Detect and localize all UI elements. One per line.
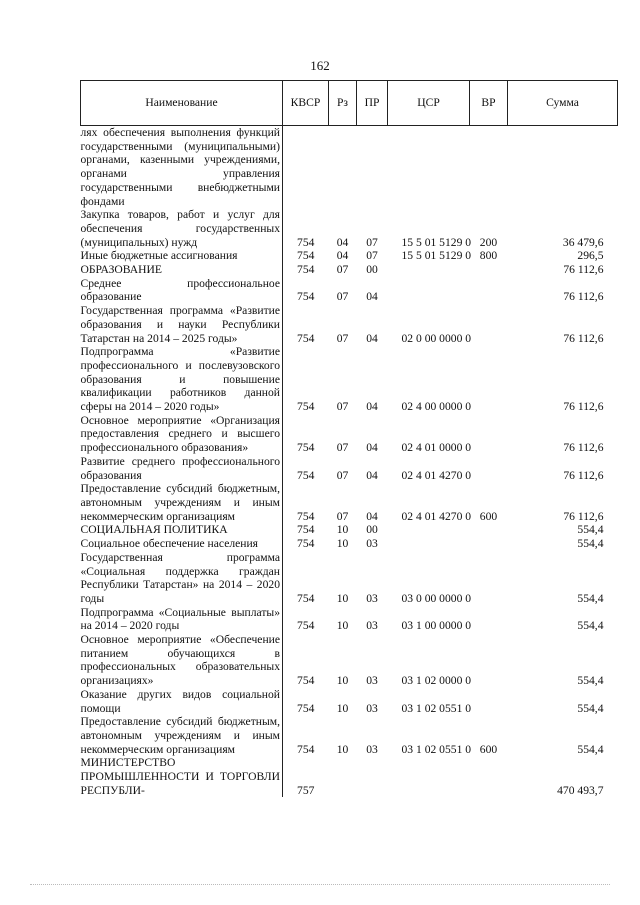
- cell-pr: 04: [366, 441, 378, 455]
- cell-csr: 15 5 01 5129 0: [401, 249, 472, 263]
- cell-name: лях обеспечения выполнения функций государственными (муниципальными) органами, казенными учреждениями, органами управления государственными внебюджетными фондами: [81, 126, 283, 209]
- cell-csr: [388, 277, 470, 304]
- cell-pr: 03: [366, 591, 378, 605]
- cell-csr: [388, 523, 470, 537]
- header-rz: Рз: [329, 81, 357, 126]
- cell-csr: 03 1 02 0551 0: [401, 701, 472, 715]
- cell-rz: 04: [336, 249, 349, 263]
- cell-pr: [357, 126, 388, 209]
- cell-pr: 03: [366, 742, 378, 756]
- table-row: [81, 551, 618, 606]
- cell-csr: 15 5 01 5129 0: [401, 235, 472, 249]
- table-row: [81, 263, 618, 277]
- cell-pr: 04: [366, 290, 378, 304]
- table-row: [81, 249, 618, 263]
- cell-csr: 02 4 00 0000 0: [401, 400, 472, 414]
- cell-pr: 07: [366, 249, 378, 263]
- cell-vr: [470, 633, 508, 688]
- cell-vr: 600: [479, 742, 498, 756]
- budget-table: [80, 80, 618, 797]
- cell-sum: 76 112,6: [563, 509, 604, 523]
- cell-csr: 03 1 02 0551 0: [401, 742, 472, 756]
- cell-kvsr: 754: [297, 441, 315, 455]
- cell-sum: 76 112,6: [563, 290, 604, 304]
- cell-name: Оказание других видов социальной помощи: [81, 688, 283, 715]
- cell-rz: 10: [336, 523, 349, 537]
- cell-vr: 600: [479, 509, 498, 523]
- cell-rz: 07: [336, 331, 349, 345]
- cell-sum: 554,4: [577, 523, 604, 537]
- cell-pr: 04: [366, 400, 378, 414]
- cell-pr: 03: [366, 701, 378, 715]
- table-row: [81, 414, 618, 455]
- cell-sum: 36 479,6: [562, 235, 604, 249]
- cell-rz: 07: [336, 468, 349, 482]
- table-row: [81, 277, 618, 304]
- cell-vr: [470, 688, 508, 715]
- cell-sum: 554,4: [577, 742, 604, 756]
- cell-rz: 04: [336, 235, 349, 249]
- cell-csr: 03 1 02 0000 0: [401, 674, 472, 688]
- cell-kvsr: 754: [297, 509, 315, 523]
- cell-name: Развитие среднего профессионального образования: [81, 455, 283, 482]
- cell-name: Основное мероприятие «Организация предоставления среднего и высшего профессионального образования»: [81, 414, 283, 455]
- cell-pr: 03: [366, 537, 378, 551]
- cell-rz: [329, 756, 357, 797]
- table-row: [81, 345, 618, 414]
- cell-kvsr: 754: [297, 331, 315, 345]
- header-kvsr: КВСР: [283, 81, 329, 126]
- cell-sum: 296,5: [577, 249, 604, 263]
- table-row: [81, 126, 618, 209]
- cell-vr: [470, 523, 508, 537]
- table-row: [81, 523, 618, 537]
- cell-csr: 03 1 00 0000 0: [401, 619, 472, 633]
- cell-rz: 07: [336, 290, 349, 304]
- cell-pr: 07: [366, 235, 378, 249]
- cell-name: Иные бюджетные ассигнования: [81, 249, 283, 263]
- header-pr: ПР: [357, 81, 388, 126]
- cell-sum: 554,4: [577, 619, 604, 633]
- cell-name: МИНИСТЕРСТВО ПРОМЫШЛЕННОСТИ И ТОРГОВЛИ РЕСПУБЛИ-: [81, 756, 283, 797]
- cell-vr: [470, 455, 508, 482]
- cell-kvsr: 754: [297, 537, 315, 551]
- cell-vr: [470, 126, 508, 209]
- cell-pr: [357, 756, 388, 797]
- cell-sum: 554,4: [577, 591, 604, 605]
- cell-pr: 03: [366, 674, 378, 688]
- table-row: [81, 537, 618, 551]
- cell-kvsr: 754: [297, 523, 315, 537]
- cell-rz: 07: [336, 441, 349, 455]
- cell-name: Предоставление субсидий бюджетным, автономным учреждениям и иным некоммерческим организациям: [81, 482, 283, 523]
- cell-kvsr: 754: [297, 591, 315, 605]
- cell-rz: 10: [336, 619, 349, 633]
- cell-kvsr: 754: [297, 235, 315, 249]
- cell-kvsr: 754: [297, 674, 315, 688]
- table-row: [81, 606, 618, 633]
- cell-sum: 76 112,6: [563, 263, 604, 277]
- cell-name: Государственная программа «Развитие образования и науки Республики Татарстан на 2014 – 2025 годы»: [81, 304, 283, 345]
- cell-name: Основное мероприятие «Обеспечение питанием обучающихся в профессиональных образовательных организациях»: [81, 633, 283, 688]
- cell-sum: 76 112,6: [563, 468, 604, 482]
- cell-name: Закупка товаров, работ и услуг для обеспечения государственных (муниципальных) нужд: [81, 208, 283, 249]
- cell-csr: 02 4 01 4270 0: [401, 509, 472, 523]
- cell-csr: 02 0 00 0000 0: [401, 331, 472, 345]
- cell-csr: [388, 263, 470, 277]
- cell-sum: 76 112,6: [563, 441, 604, 455]
- cell-rz: 10: [336, 674, 349, 688]
- header-sum: Сумма: [508, 81, 618, 126]
- cell-vr: [470, 756, 508, 797]
- cell-pr: 03: [366, 619, 378, 633]
- cell-vr: [470, 606, 508, 633]
- cell-vr: [470, 304, 508, 345]
- cell-sum: 554,4: [577, 537, 604, 551]
- cell-csr: 02 4 01 4270 0: [401, 468, 472, 482]
- cell-vr: [470, 551, 508, 606]
- cell-sum: 554,4: [577, 674, 604, 688]
- cell-pr: 04: [366, 468, 378, 482]
- cell-rz: 07: [336, 263, 349, 277]
- cell-kvsr: 757: [297, 783, 315, 797]
- cell-csr: 02 4 01 0000 0: [401, 441, 472, 455]
- cell-sum: 470 493,7: [557, 783, 604, 797]
- header-csr: ЦСР: [388, 81, 470, 126]
- cell-pr: 04: [366, 331, 378, 345]
- cell-name: Среднее профессиональное образование: [81, 277, 283, 304]
- cell-vr: 200: [479, 235, 498, 249]
- cell-sum: [508, 126, 618, 209]
- cell-name: Социальное обеспечение населения: [81, 537, 283, 551]
- table-row: [81, 208, 618, 249]
- cell-kvsr: 754: [297, 290, 315, 304]
- cell-vr: [470, 345, 508, 414]
- cell-pr: 00: [366, 263, 378, 277]
- cell-name: Предоставление субсидий бюджетным, автономным учреждениям и иным некоммерческим организациям: [81, 715, 283, 756]
- cell-kvsr: 754: [297, 468, 315, 482]
- header-name: Наименование: [81, 81, 283, 126]
- cell-vr: [470, 277, 508, 304]
- cell-pr: 00: [366, 523, 378, 537]
- cell-sum: 76 112,6: [563, 400, 604, 414]
- table-row: [81, 482, 618, 523]
- cell-name: Подпрограмма «Социальные выплаты» на 2014 – 2020 годы: [81, 606, 283, 633]
- cell-name: Подпрограмма «Развитие профессионального и послевузовского образования и повышение квалификации работников данной сферы на 2014 – 2020 годы»: [81, 345, 283, 414]
- cell-kvsr: 754: [297, 249, 315, 263]
- cell-rz: 07: [336, 400, 349, 414]
- cell-rz: 07: [336, 509, 349, 523]
- cell-kvsr: 754: [297, 263, 315, 277]
- cell-kvsr: [283, 126, 329, 209]
- cell-vr: 800: [479, 249, 498, 263]
- cell-sum: 554,4: [577, 701, 604, 715]
- cell-kvsr: 754: [297, 619, 315, 633]
- cell-kvsr: 754: [297, 400, 315, 414]
- scan-artifact-line: [30, 884, 610, 885]
- table-body: [81, 126, 618, 798]
- cell-name: ОБРАЗОВАНИЕ: [81, 263, 283, 277]
- cell-sum: 76 112,6: [563, 331, 604, 345]
- cell-kvsr: 754: [297, 701, 315, 715]
- cell-rz: 10: [336, 591, 349, 605]
- cell-vr: [470, 537, 508, 551]
- cell-vr: [470, 414, 508, 455]
- cell-pr: 04: [366, 509, 378, 523]
- cell-rz: 10: [336, 537, 349, 551]
- cell-name: СОЦИАЛЬНАЯ ПОЛИТИКА: [81, 523, 283, 537]
- page-number: 162: [310, 58, 330, 73]
- table-row: [81, 455, 618, 482]
- cell-rz: 10: [336, 742, 349, 756]
- table-row: [81, 688, 618, 715]
- cell-rz: [329, 126, 357, 209]
- table-row: [81, 633, 618, 688]
- cell-kvsr: 754: [297, 742, 315, 756]
- cell-csr: 03 0 00 0000 0: [401, 591, 472, 605]
- cell-csr: [388, 537, 470, 551]
- cell-rz: 10: [336, 701, 349, 715]
- cell-csr: [388, 756, 470, 797]
- table-row: [81, 756, 618, 797]
- cell-vr: [470, 263, 508, 277]
- table-row: [81, 715, 618, 756]
- cell-csr: [388, 126, 470, 209]
- cell-name: Государственная программа «Социальная поддержка граждан Республики Татарстан» на 2014 – 2020 годы: [81, 551, 283, 606]
- table-row: [81, 304, 618, 345]
- header-vr: ВР: [470, 81, 508, 126]
- table-header-row: [81, 81, 618, 126]
